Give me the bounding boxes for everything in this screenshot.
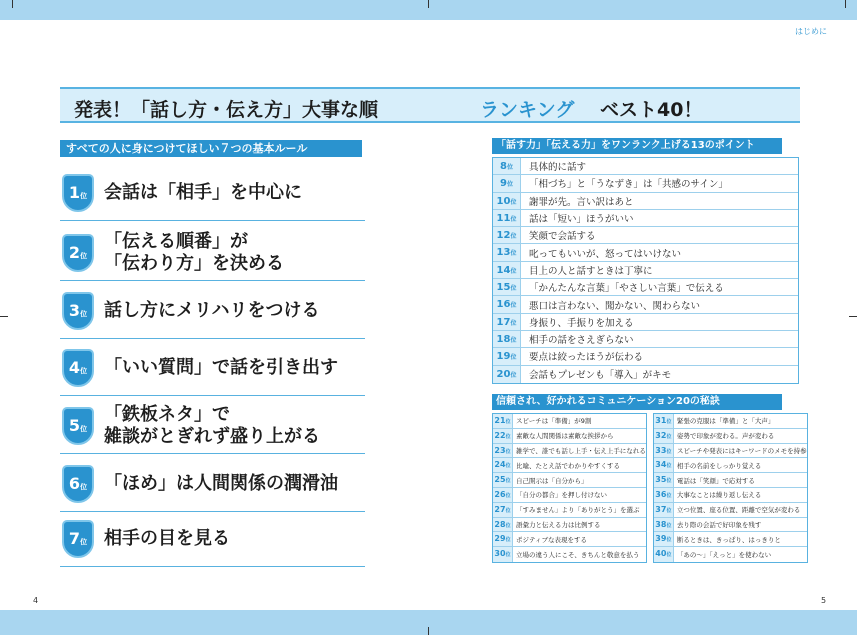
secret-text: 緊張の克服は「準備」と「大声」 xyxy=(676,417,775,426)
point-text: 叱ってもいいが、怒ってはいけない xyxy=(529,248,682,260)
title-best: ベスト40！ xyxy=(600,99,703,121)
secret-row xyxy=(654,414,807,429)
rank-number: 5 xyxy=(68,416,81,435)
secret-text: スピーチは「準備」が9割 xyxy=(516,417,592,426)
secret-rank-number: 35 xyxy=(655,475,667,485)
crop-mark xyxy=(849,316,857,317)
secret-rank-number: 37 xyxy=(655,504,667,514)
secret-row xyxy=(493,444,646,459)
rank-badge xyxy=(62,292,94,330)
secret-row xyxy=(493,518,646,533)
rule-text: 「伝える順番」が xyxy=(104,231,248,252)
secret-text: 大事なことは繰り返し伝える xyxy=(676,491,762,500)
rank-number: 6 xyxy=(68,474,81,493)
secret-rank xyxy=(654,444,674,458)
secrets-header: 信頼され、好かれるコミュニケーション20の秘訣 xyxy=(492,394,782,410)
rank-badge xyxy=(62,520,94,558)
rank-suffix: 位 xyxy=(666,419,672,425)
rank-suffix: 位 xyxy=(510,250,517,258)
rank-suffix: 位 xyxy=(80,310,88,318)
rule-text: 会話は「相手」を中心に xyxy=(104,182,302,203)
point-rank-number: 10 xyxy=(496,195,511,207)
point-rank-number: 20 xyxy=(496,368,511,380)
rank-suffix: 位 xyxy=(80,538,88,546)
secret-rank-number: 29 xyxy=(494,534,506,544)
crop-mark xyxy=(845,0,846,8)
secret-rank xyxy=(654,429,674,443)
point-rank xyxy=(493,193,521,209)
rank-suffix: 位 xyxy=(505,522,511,529)
secret-row xyxy=(654,532,807,547)
point-rank xyxy=(493,314,521,330)
secret-rank xyxy=(493,444,513,458)
crop-mark xyxy=(428,627,429,635)
secret-rank xyxy=(493,503,513,517)
rank-suffix: 位 xyxy=(510,267,517,275)
point-row xyxy=(493,314,798,331)
secret-rank xyxy=(654,414,674,428)
point-rank xyxy=(493,227,521,243)
point-rank-number: 15 xyxy=(496,282,511,294)
secret-rank-number: 21 xyxy=(494,416,506,425)
rank-suffix: 位 xyxy=(505,552,511,559)
point-rank-number: 12 xyxy=(496,230,511,242)
rule-item xyxy=(60,283,365,339)
secret-row xyxy=(654,518,807,533)
rule-item xyxy=(60,398,365,454)
page-number-left: 4 xyxy=(33,596,39,605)
secret-row xyxy=(654,444,807,459)
secret-rank-number: 28 xyxy=(494,519,506,529)
rank-number: 1 xyxy=(68,183,81,202)
point-rank xyxy=(493,244,521,260)
secret-rank xyxy=(493,532,513,546)
point-text: 話は「短い」ほうがいい xyxy=(529,214,634,226)
rank-number: 3 xyxy=(68,301,81,320)
secret-rank xyxy=(493,547,513,562)
rank-suffix: 位 xyxy=(505,492,511,499)
rank-suffix: 位 xyxy=(80,367,88,375)
point-row xyxy=(493,366,798,383)
rank-number: 4 xyxy=(68,358,81,377)
secret-row xyxy=(493,414,646,429)
secret-rank xyxy=(493,518,513,532)
rank-suffix: 位 xyxy=(510,302,517,310)
rank-suffix: 位 xyxy=(506,181,513,189)
rank-suffix: 位 xyxy=(666,448,672,455)
points-list xyxy=(492,157,799,384)
secret-rank-number: 23 xyxy=(494,445,506,455)
rank-suffix: 位 xyxy=(666,522,672,529)
point-text: 目上の人と話すときは丁寧に xyxy=(529,265,653,277)
rank-suffix: 位 xyxy=(505,507,511,514)
points-header: 「話す力」「伝える力」をワンランク上げる13のポイント xyxy=(492,138,782,154)
point-row xyxy=(493,210,798,227)
point-rank xyxy=(493,348,521,364)
point-rank-number: 18 xyxy=(496,333,511,345)
secret-row xyxy=(493,473,646,488)
rank-suffix: 位 xyxy=(510,198,517,206)
rank-suffix: 位 xyxy=(80,192,88,200)
secret-rank xyxy=(654,473,674,487)
secret-rank-number: 38 xyxy=(655,519,667,529)
point-text: 謝罪が先。言い訳はあと xyxy=(529,196,634,208)
title-ranking: ランキング xyxy=(480,99,575,121)
secret-row xyxy=(493,488,646,503)
point-rank xyxy=(493,175,521,191)
secret-rank xyxy=(654,488,674,502)
page-title: 発表！「話し方・伝え方」大事な順 xyxy=(74,99,379,121)
point-text: 具体的に話す xyxy=(529,162,587,174)
point-text: 身振り、手振りを加える xyxy=(529,317,634,329)
rank-suffix: 位 xyxy=(505,419,511,425)
secret-row xyxy=(654,429,807,444)
secret-text: 去り際の会話で好印象を残す xyxy=(676,520,762,529)
rank-suffix: 位 xyxy=(510,215,517,223)
secret-row xyxy=(493,458,646,473)
secret-text: 比喩、たとえ話でわかりやすくする xyxy=(516,461,620,470)
point-rank-number: 9 xyxy=(500,178,507,190)
secret-rank xyxy=(654,518,674,532)
secret-row xyxy=(493,429,646,444)
secret-rank xyxy=(493,429,513,443)
point-text: 要点は絞ったほうが伝わる xyxy=(529,352,644,364)
secret-rank-number: 30 xyxy=(494,549,506,559)
secret-rank xyxy=(654,458,674,472)
secret-rank xyxy=(654,547,674,562)
rank-suffix: 位 xyxy=(666,552,672,559)
rank-badge xyxy=(62,465,94,503)
point-rank-number: 14 xyxy=(496,264,511,276)
point-row xyxy=(493,193,798,210)
point-row xyxy=(493,175,798,192)
secret-rank-number: 36 xyxy=(655,489,667,499)
secret-rank-number: 33 xyxy=(655,445,667,455)
rule-text: 「いい質問」で話を引き出す xyxy=(104,357,338,378)
point-rank xyxy=(493,210,521,226)
secret-text: 姿勢で印象が変わる。声が変わる xyxy=(676,432,775,441)
point-rank xyxy=(493,158,521,174)
point-text: 相手の話をさえぎらない xyxy=(529,335,634,347)
point-rank-number: 8 xyxy=(500,161,507,172)
rule-item xyxy=(60,165,365,221)
secret-rank-number: 22 xyxy=(494,430,506,440)
secret-text: 素敵な人間関係は素敵な挨拶から xyxy=(516,432,614,441)
rule-text: 話し方にメリハリをつける xyxy=(104,300,320,321)
secret-rank-number: 24 xyxy=(494,460,506,470)
rank-suffix: 位 xyxy=(510,233,517,241)
secret-row xyxy=(493,547,646,562)
secret-rank xyxy=(493,473,513,487)
secret-rank xyxy=(654,532,674,546)
rules-header: すべての人に身につけてほしい７つの基本ルール xyxy=(60,140,362,157)
point-text: 会話もプレゼンも「導入」がキモ xyxy=(529,370,672,382)
point-rank-number: 11 xyxy=(496,212,511,224)
secret-rank xyxy=(493,488,513,502)
secret-text: 相手の名前をしっかり覚える xyxy=(676,461,762,470)
point-rank xyxy=(493,366,521,383)
point-rank-number: 13 xyxy=(496,247,511,259)
secrets-right-column xyxy=(653,413,808,563)
point-rank xyxy=(493,262,521,278)
secret-rank-number: 27 xyxy=(494,504,506,514)
point-row xyxy=(493,158,798,175)
rank-badge xyxy=(62,234,94,272)
rule-text: 相手の目を見る xyxy=(104,528,230,549)
crop-mark xyxy=(428,0,429,8)
secret-text: 「すみません」より「ありがとう」を選ぶ xyxy=(516,506,640,515)
point-text: 悪口は言わない、聞かない、関わらない xyxy=(529,300,701,312)
rank-suffix: 位 xyxy=(666,463,672,470)
rank-suffix: 位 xyxy=(505,433,511,440)
rule-item xyxy=(60,225,365,281)
secret-text: 立場の違う人にこそ、きちんと敬意を払う xyxy=(516,551,640,560)
secret-text: 電話は「笑顔」で応対する xyxy=(676,476,755,485)
secret-row xyxy=(654,458,807,473)
rank-suffix: 位 xyxy=(80,252,88,260)
secret-row xyxy=(493,532,646,547)
point-rank xyxy=(493,296,521,312)
point-row xyxy=(493,262,798,279)
point-row xyxy=(493,348,798,365)
secret-rank-number: 40 xyxy=(655,549,667,559)
secret-text: 「あの～」「えっと」を使わない xyxy=(676,551,772,560)
page-number-right: 5 xyxy=(821,596,827,605)
title-bar xyxy=(60,87,800,123)
rank-suffix: 位 xyxy=(510,371,517,379)
point-row xyxy=(493,244,798,261)
rank-suffix: 位 xyxy=(505,448,511,455)
point-rank xyxy=(493,331,521,347)
rank-suffix: 位 xyxy=(80,483,88,491)
secrets-grid xyxy=(492,413,807,563)
secret-rank-number: 34 xyxy=(655,460,667,470)
point-text: 「かんたんな言葉」「やさしい言葉」で伝える xyxy=(529,283,724,295)
secret-rank-number: 25 xyxy=(494,475,506,485)
rank-suffix: 位 xyxy=(510,336,517,344)
rank-suffix: 位 xyxy=(510,285,517,293)
secret-row xyxy=(493,503,646,518)
secret-text: 雑学で、誰でも話し上手・伝え上手になれる xyxy=(516,446,646,455)
point-row xyxy=(493,227,798,244)
rank-suffix: 位 xyxy=(666,492,672,499)
secret-rank-number: 26 xyxy=(494,489,506,499)
secret-rank xyxy=(493,458,513,472)
point-rank-number: 16 xyxy=(496,299,511,311)
rule-item xyxy=(60,340,365,396)
secret-text: スピーチや発表にはキーワードのメモを持参 xyxy=(676,446,807,455)
rank-suffix: 位 xyxy=(666,433,672,440)
secret-text: 「自分の都合」を押し付けない xyxy=(516,491,607,500)
point-text: 笑顔で会話する xyxy=(529,231,596,243)
rank-suffix: 位 xyxy=(666,478,672,485)
secret-row xyxy=(654,473,807,488)
point-row xyxy=(493,279,798,296)
secret-rank-number: 39 xyxy=(655,534,667,544)
rank-badge xyxy=(62,349,94,387)
secret-text: 断るときは、きっぱり、はっきりと xyxy=(676,535,781,544)
crop-mark xyxy=(12,0,13,8)
rank-number: 2 xyxy=(68,243,81,262)
crop-mark xyxy=(0,316,8,317)
rank-suffix: 位 xyxy=(666,507,672,514)
rank-badge xyxy=(62,174,94,212)
rule-item xyxy=(60,456,365,512)
point-row xyxy=(493,331,798,348)
secret-rank-number: 31 xyxy=(655,416,667,425)
rule-text: 「伝わり方」を決める xyxy=(104,253,284,274)
secret-text: ポジティブな表現をする xyxy=(516,535,587,544)
rank-suffix: 位 xyxy=(506,164,513,171)
secret-rank-number: 32 xyxy=(655,430,667,440)
rank-suffix: 位 xyxy=(505,463,511,470)
rule-text: 「ほめ」は人間関係の潤滑油 xyxy=(104,473,338,494)
rank-badge xyxy=(62,407,94,445)
rule-text: 雑談がとぎれず盛り上がる xyxy=(104,426,320,447)
secret-text: 自己開示は「自分から」 xyxy=(516,476,588,485)
rank-number: 7 xyxy=(68,529,81,548)
secret-row xyxy=(654,503,807,518)
rank-suffix: 位 xyxy=(510,319,517,327)
rank-suffix: 位 xyxy=(666,537,672,544)
secret-row xyxy=(654,547,807,562)
secret-rank xyxy=(493,414,513,428)
secret-row xyxy=(654,488,807,503)
secret-text: 立つ位置、座る位置、距離で空気が変わる xyxy=(676,506,801,515)
rank-suffix: 位 xyxy=(505,537,511,544)
point-rank-number: 19 xyxy=(496,351,511,363)
secret-rank xyxy=(654,503,674,517)
rule-text: 「鉄板ネタ」で xyxy=(104,404,230,425)
section-tag: はじめに xyxy=(795,27,827,36)
rule-item xyxy=(60,511,365,567)
rank-suffix: 位 xyxy=(80,425,88,433)
point-rank xyxy=(493,279,521,295)
rank-suffix: 位 xyxy=(510,354,517,362)
secret-text: 語彙力と伝える力は比例する xyxy=(516,520,601,529)
secrets-left-column xyxy=(492,413,647,563)
point-text: 「相づち」と「うなずき」は「共感のサイン」 xyxy=(529,179,728,191)
point-row xyxy=(493,296,798,313)
rank-suffix: 位 xyxy=(505,478,511,485)
point-rank-number: 17 xyxy=(496,316,511,328)
